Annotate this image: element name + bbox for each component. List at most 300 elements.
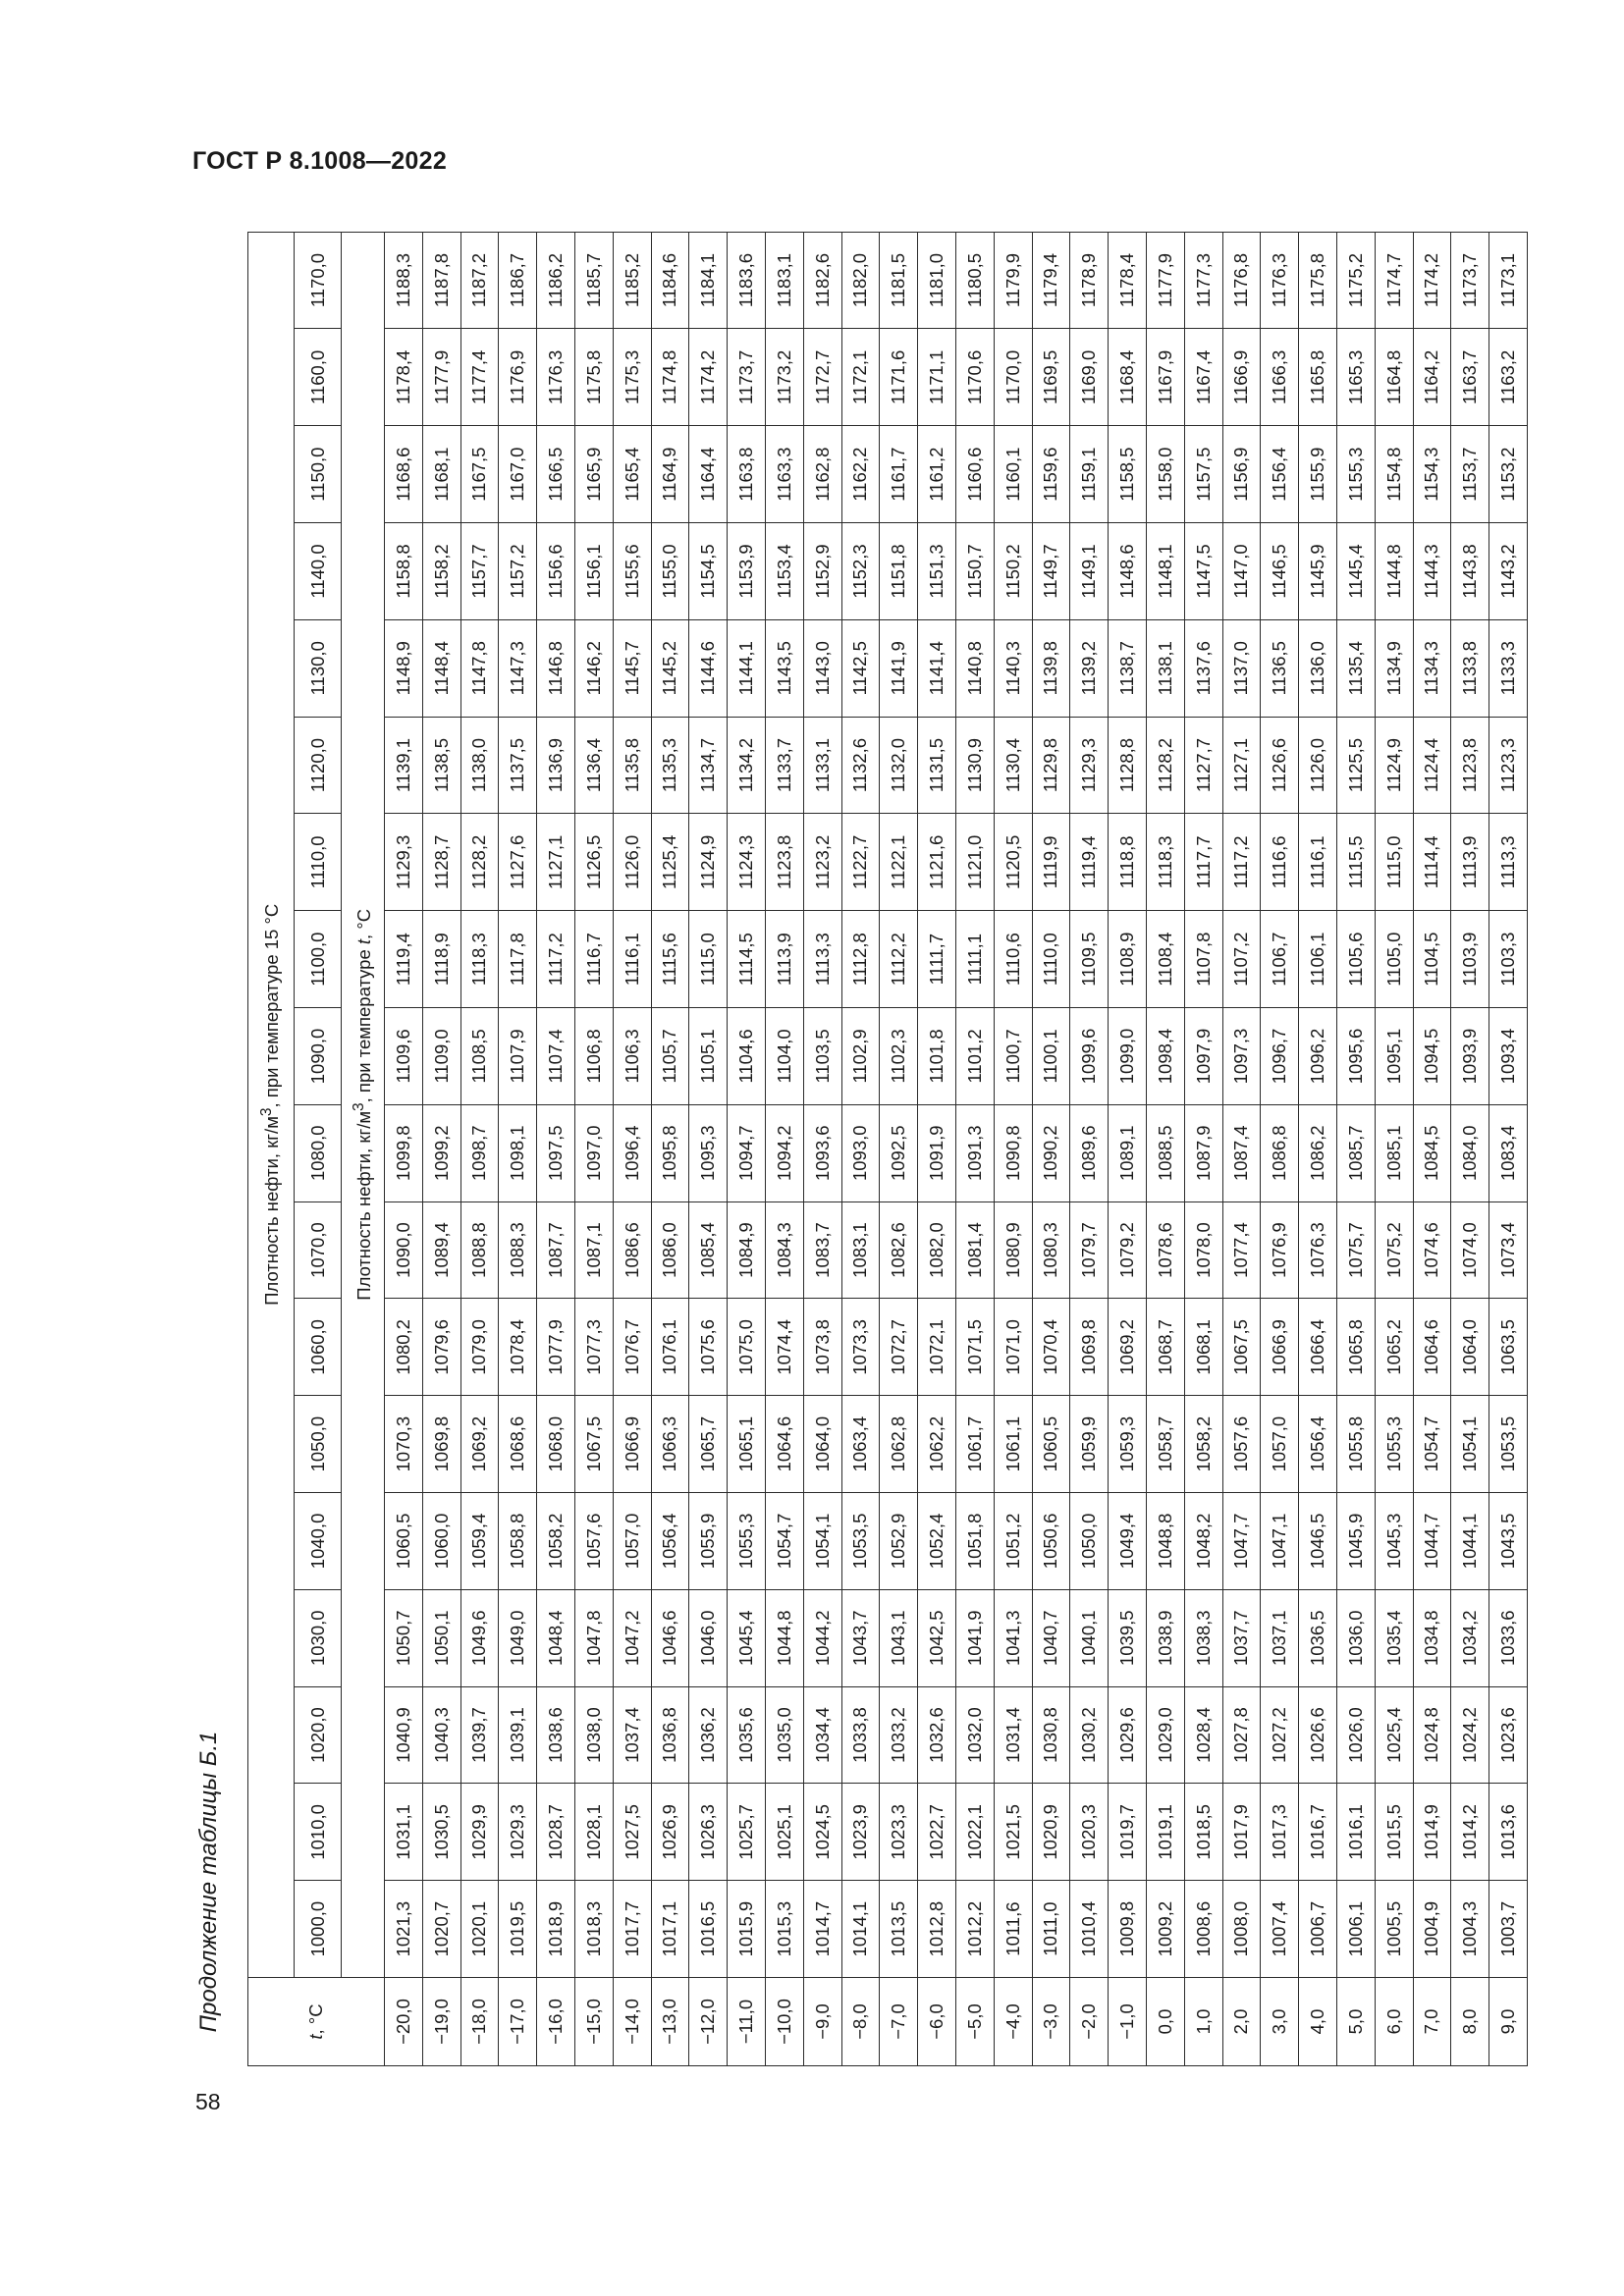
density-value-cell: 1083,7 <box>803 1201 841 1299</box>
density-value-cell: 1097,9 <box>1184 1008 1222 1105</box>
density-value-cell: 1127,1 <box>537 814 575 911</box>
density-value-cell: 1015,3 <box>765 1881 803 1978</box>
density-value-cell: 1170,6 <box>955 329 994 426</box>
density-value-cell: 1031,4 <box>994 1686 1032 1784</box>
density-value-cell: 1066,3 <box>651 1396 689 1493</box>
temperature-cell: −2,0 <box>1070 1978 1109 2066</box>
density-value-cell: 1040,9 <box>385 1686 423 1784</box>
density-value-cell: 1137,6 <box>1184 619 1222 717</box>
density-value-cell: 1006,1 <box>1336 1881 1375 1978</box>
density-value-cell: 1167,4 <box>1184 329 1222 426</box>
density-value-cell: 1090,8 <box>994 1104 1032 1201</box>
table-row <box>499 232 537 2065</box>
density-value-cell: 1017,9 <box>1222 1784 1261 1881</box>
density-value-cell: 1020,9 <box>1032 1784 1070 1881</box>
density-value-cell: 1128,7 <box>422 814 460 911</box>
density-value-cell: 1078,6 <box>1146 1201 1184 1299</box>
density-value-cell: 1136,0 <box>1299 619 1337 717</box>
density-value-cell: 1046,0 <box>689 1589 728 1686</box>
density-value-cell: 1176,8 <box>1222 232 1261 329</box>
density-value-cell: 1041,3 <box>994 1589 1032 1686</box>
density-value-cell: 1135,3 <box>651 717 689 814</box>
density-value-cell: 1150,7 <box>955 523 994 620</box>
density-value-cell: 1163,2 <box>1489 329 1528 426</box>
density-value-cell: 1178,4 <box>385 329 423 426</box>
density-value-cell: 1174,8 <box>651 329 689 426</box>
density-value-cell: 1146,5 <box>1261 523 1299 620</box>
density-value-cell: 1065,8 <box>1336 1299 1375 1396</box>
sub-header-mid: , при температуре <box>353 944 375 1103</box>
density-value-cell: 1108,4 <box>1146 911 1184 1008</box>
density-value-cell: 1077,3 <box>574 1299 613 1396</box>
density-value-cell: 1155,3 <box>1336 426 1375 523</box>
density-value-cell: 1089,6 <box>1070 1104 1109 1201</box>
density-value-cell: 1055,9 <box>689 1493 728 1590</box>
density-value-cell: 1128,2 <box>1146 717 1184 814</box>
table-row <box>1146 232 1184 2065</box>
density-value-cell: 1056,4 <box>1299 1396 1337 1493</box>
density-value-cell: 1059,4 <box>460 1493 499 1590</box>
density-value-cell: 1094,5 <box>1413 1008 1451 1105</box>
density-value-cell: 1176,3 <box>537 329 575 426</box>
density-value-cell: 1118,9 <box>422 911 460 1008</box>
density-value-cell: 1052,4 <box>918 1493 956 1590</box>
density-value-cell: 1025,7 <box>728 1784 766 1881</box>
temperature-cell: 5,0 <box>1336 1978 1375 2066</box>
density-value-cell: 1145,9 <box>1299 523 1337 620</box>
density-value-cell: 1140,3 <box>994 619 1032 717</box>
temperature-cell: −17,0 <box>499 1978 537 2066</box>
density-value-cell: 1044,8 <box>765 1589 803 1686</box>
density15-header-cell: 1070,0 <box>295 1201 342 1299</box>
density-value-cell: 1153,2 <box>1489 426 1528 523</box>
density-value-cell: 1120,5 <box>994 814 1032 911</box>
density-value-cell: 1133,1 <box>803 717 841 814</box>
density-value-cell: 1025,4 <box>1375 1686 1413 1784</box>
density-value-cell: 1074,0 <box>1451 1201 1489 1299</box>
density-value-cell: 1099,0 <box>1109 1008 1147 1105</box>
density-value-cell: 1054,7 <box>765 1493 803 1590</box>
density-value-cell: 1075,0 <box>728 1299 766 1396</box>
density-value-cell: 1079,6 <box>422 1299 460 1396</box>
density-value-cell: 1034,2 <box>1451 1589 1489 1686</box>
density-value-cell: 1061,1 <box>994 1396 1032 1493</box>
density-value-cell: 1038,6 <box>537 1686 575 1784</box>
header-row-subgroup <box>342 232 385 2065</box>
density-value-cell: 1018,3 <box>574 1881 613 1978</box>
density-value-cell: 1126,0 <box>1299 717 1337 814</box>
density-value-cell: 1004,9 <box>1413 1881 1451 1978</box>
density-value-cell: 1008,0 <box>1222 1881 1261 1978</box>
density-value-cell: 1038,3 <box>1184 1589 1222 1686</box>
density-value-cell: 1117,8 <box>499 911 537 1008</box>
density-value-cell: 1174,7 <box>1375 232 1413 329</box>
density-value-cell: 1052,9 <box>880 1493 918 1590</box>
density-value-cell: 1086,8 <box>1261 1104 1299 1201</box>
density-value-cell: 1076,9 <box>1261 1201 1299 1299</box>
density-value-cell: 1158,2 <box>422 523 460 620</box>
density-value-cell: 1163,7 <box>1451 329 1489 426</box>
density-table <box>247 232 1528 2066</box>
density-value-cell: 1164,8 <box>1375 329 1413 426</box>
density-value-cell: 1051,2 <box>994 1493 1032 1590</box>
density-value-cell: 1132,6 <box>841 717 880 814</box>
density-value-cell: 1018,5 <box>1184 1784 1222 1881</box>
density-value-cell: 1153,9 <box>728 523 766 620</box>
density15-header-cell: 1040,0 <box>295 1493 342 1590</box>
temperature-cell: −4,0 <box>994 1978 1032 2066</box>
density-value-cell: 1070,3 <box>385 1396 423 1493</box>
density-value-cell: 1089,1 <box>1109 1104 1147 1201</box>
density-value-cell: 1136,4 <box>574 717 613 814</box>
density-value-cell: 1097,3 <box>1222 1008 1261 1105</box>
density-value-cell: 1020,7 <box>422 1881 460 1978</box>
density-value-cell: 1064,6 <box>765 1396 803 1493</box>
density-value-cell: 1166,9 <box>1222 329 1261 426</box>
density-value-cell: 1036,8 <box>651 1686 689 1784</box>
density-value-cell: 1171,6 <box>880 329 918 426</box>
density-value-cell: 1040,3 <box>422 1686 460 1784</box>
density-t-subheader <box>342 232 385 1977</box>
density-value-cell: 1159,1 <box>1070 426 1109 523</box>
density-value-cell: 1188,3 <box>385 232 423 329</box>
density-value-cell: 1177,9 <box>1146 232 1184 329</box>
density-value-cell: 1072,7 <box>880 1299 918 1396</box>
density-value-cell: 1145,4 <box>1336 523 1375 620</box>
density-value-cell: 1063,4 <box>841 1396 880 1493</box>
density-value-cell: 1172,7 <box>803 329 841 426</box>
density-value-cell: 1088,3 <box>499 1201 537 1299</box>
density-value-cell: 1123,2 <box>803 814 841 911</box>
density-value-cell: 1109,6 <box>385 1008 423 1105</box>
density-value-cell: 1030,2 <box>1070 1686 1109 1784</box>
density-value-cell: 1141,4 <box>918 619 956 717</box>
density-value-cell: 1050,7 <box>385 1589 423 1686</box>
density-value-cell: 1094,2 <box>765 1104 803 1201</box>
density-value-cell: 1069,8 <box>422 1396 460 1493</box>
density-value-cell: 1057,0 <box>613 1493 651 1590</box>
table-row <box>460 232 499 2065</box>
density-value-cell: 1055,8 <box>1336 1396 1375 1493</box>
table-caption: Продолжение таблицы Б.1 <box>195 1731 222 2033</box>
density15-header-cell: 1160,0 <box>295 329 342 426</box>
density-value-cell: 1169,5 <box>1032 329 1070 426</box>
density-value-cell: 1180,5 <box>955 232 994 329</box>
density-value-cell: 1057,6 <box>574 1493 613 1590</box>
table-row <box>994 232 1032 2065</box>
density-value-cell: 1113,3 <box>1489 814 1528 911</box>
density-value-cell: 1133,8 <box>1451 619 1489 717</box>
temperature-cell: −20,0 <box>385 1978 423 2066</box>
header-row-group <box>248 232 295 2065</box>
t-unit: , °С <box>305 2003 326 2035</box>
density-value-cell: 1105,1 <box>689 1008 728 1105</box>
density15-header-cell: 1030,0 <box>295 1589 342 1686</box>
density-value-cell: 1043,1 <box>880 1589 918 1686</box>
table-row <box>385 232 423 2065</box>
density-value-cell: 1148,4 <box>422 619 460 717</box>
density-value-cell: 1111,1 <box>955 911 994 1008</box>
density-value-cell: 1085,4 <box>689 1201 728 1299</box>
density-value-cell: 1114,5 <box>728 911 766 1008</box>
density-value-cell: 1026,6 <box>1299 1686 1337 1784</box>
density-value-cell: 1105,7 <box>651 1008 689 1105</box>
density-value-cell: 1080,3 <box>1032 1201 1070 1299</box>
density-value-cell: 1106,7 <box>1261 911 1299 1008</box>
density-value-cell: 1094,7 <box>728 1104 766 1201</box>
density-value-cell: 1129,3 <box>385 814 423 911</box>
density-value-cell: 1100,1 <box>1032 1008 1070 1105</box>
density-value-cell: 1027,8 <box>1222 1686 1261 1784</box>
density-value-cell: 1125,4 <box>651 814 689 911</box>
density-value-cell: 1139,1 <box>385 717 423 814</box>
density-value-cell: 1057,0 <box>1261 1396 1299 1493</box>
density-value-cell: 1083,1 <box>841 1201 880 1299</box>
table-row <box>728 232 766 2065</box>
density-value-cell: 1080,2 <box>385 1299 423 1396</box>
density-value-cell: 1176,3 <box>1261 232 1299 329</box>
table-row <box>803 232 841 2065</box>
density-value-cell: 1125,5 <box>1336 717 1375 814</box>
density-value-cell: 1058,2 <box>537 1493 575 1590</box>
density-value-cell: 1143,2 <box>1489 523 1528 620</box>
density-value-cell: 1058,8 <box>499 1493 537 1590</box>
density-value-cell: 1117,2 <box>537 911 575 1008</box>
density-value-cell: 1099,6 <box>1070 1008 1109 1105</box>
table-row <box>1375 232 1413 2065</box>
density-value-cell: 1096,4 <box>613 1104 651 1201</box>
density-value-cell: 1057,6 <box>1222 1396 1261 1493</box>
density-value-cell: 1187,8 <box>422 232 460 329</box>
density-value-cell: 1065,1 <box>728 1396 766 1493</box>
density-value-cell: 1139,8 <box>1032 619 1070 717</box>
temperature-cell: 7,0 <box>1413 1978 1451 2066</box>
density-value-cell: 1126,0 <box>613 814 651 911</box>
density-value-cell: 1105,0 <box>1375 911 1413 1008</box>
density-value-cell: 1170,0 <box>994 329 1032 426</box>
density-value-cell: 1069,2 <box>460 1396 499 1493</box>
density-value-cell: 1130,9 <box>955 717 994 814</box>
density-value-cell: 1158,8 <box>385 523 423 620</box>
density-value-cell: 1011,0 <box>1032 1881 1070 1978</box>
density-value-cell: 1118,3 <box>460 911 499 1008</box>
density-value-cell: 1147,0 <box>1222 523 1261 620</box>
temperature-cell: 2,0 <box>1222 1978 1261 2066</box>
density-value-cell: 1126,5 <box>574 814 613 911</box>
density-value-cell: 1137,5 <box>499 717 537 814</box>
density-value-cell: 1178,9 <box>1070 232 1109 329</box>
table-row <box>613 232 651 2065</box>
sub-header-tail: , °С <box>353 908 375 939</box>
density-value-cell: 1175,8 <box>1299 232 1337 329</box>
density-value-cell: 1069,8 <box>1070 1299 1109 1396</box>
density-value-cell: 1068,1 <box>1184 1299 1222 1396</box>
density-value-cell: 1095,6 <box>1336 1008 1375 1105</box>
density-value-cell: 1130,4 <box>994 717 1032 814</box>
temperature-cell: 6,0 <box>1375 1978 1413 2066</box>
density-value-cell: 1009,2 <box>1146 1881 1184 1978</box>
density-value-cell: 1064,0 <box>803 1396 841 1493</box>
density-value-cell: 1154,3 <box>1413 426 1451 523</box>
density-value-cell: 1097,0 <box>574 1104 613 1201</box>
density-value-cell: 1069,2 <box>1109 1299 1147 1396</box>
density-value-cell: 1147,8 <box>460 619 499 717</box>
density-value-cell: 1160,6 <box>955 426 994 523</box>
density-value-cell: 1134,3 <box>1413 619 1451 717</box>
density-value-cell: 1168,6 <box>385 426 423 523</box>
density-value-cell: 1017,3 <box>1261 1784 1299 1881</box>
density-value-cell: 1155,9 <box>1299 426 1337 523</box>
density-value-cell: 1025,1 <box>765 1784 803 1881</box>
density-value-cell: 1156,4 <box>1261 426 1299 523</box>
density-value-cell: 1156,9 <box>1222 426 1261 523</box>
density-value-cell: 1037,7 <box>1222 1589 1261 1686</box>
density-value-cell: 1124,3 <box>728 814 766 911</box>
density-value-cell: 1186,7 <box>499 232 537 329</box>
temperature-cell: −6,0 <box>918 1978 956 2066</box>
density-value-cell: 1143,5 <box>765 619 803 717</box>
sub-header-sup: 3 <box>350 1102 367 1111</box>
density-value-cell: 1075,7 <box>1336 1201 1375 1299</box>
density-value-cell: 1154,8 <box>1375 426 1413 523</box>
density-value-cell: 1028,7 <box>537 1784 575 1881</box>
density-value-cell: 1079,2 <box>1109 1201 1147 1299</box>
density-value-cell: 1101,2 <box>955 1008 994 1105</box>
sub-header-t: t <box>353 938 375 945</box>
density-value-cell: 1181,5 <box>880 232 918 329</box>
density-value-cell: 1078,4 <box>499 1299 537 1396</box>
density15-header-cell: 1150,0 <box>295 426 342 523</box>
density-value-cell: 1177,3 <box>1184 232 1222 329</box>
table-row <box>1070 232 1109 2065</box>
density-value-cell: 1152,3 <box>841 523 880 620</box>
density-value-cell: 1124,9 <box>1375 717 1413 814</box>
temperature-cell: −9,0 <box>803 1978 841 2066</box>
density15-header-cell: 1050,0 <box>295 1396 342 1493</box>
table-row <box>955 232 994 2065</box>
density-value-cell: 1184,1 <box>689 232 728 329</box>
density-value-cell: 1112,2 <box>880 911 918 1008</box>
density-value-cell: 1138,0 <box>460 717 499 814</box>
density-value-cell: 1018,9 <box>537 1881 575 1978</box>
density15-header-cell: 1010,0 <box>295 1784 342 1881</box>
density-value-cell: 1017,7 <box>613 1881 651 1978</box>
density-value-cell: 1148,9 <box>385 619 423 717</box>
density-value-cell: 1136,9 <box>537 717 575 814</box>
density-value-cell: 1022,7 <box>918 1784 956 1881</box>
density-value-cell: 1184,6 <box>651 232 689 329</box>
density-value-cell: 1096,7 <box>1261 1008 1299 1105</box>
density-value-cell: 1123,8 <box>1451 717 1489 814</box>
density-value-cell: 1029,3 <box>499 1784 537 1881</box>
table-row <box>1109 232 1147 2065</box>
density-value-cell: 1043,5 <box>1489 1493 1528 1590</box>
density-value-cell: 1114,4 <box>1413 814 1451 911</box>
density-value-cell: 1124,9 <box>689 814 728 911</box>
density-value-cell: 1068,6 <box>499 1396 537 1493</box>
table-row <box>1299 232 1337 2065</box>
density-value-cell: 1020,1 <box>460 1881 499 1978</box>
density-value-cell: 1127,7 <box>1184 717 1222 814</box>
density-value-cell: 1080,9 <box>994 1201 1032 1299</box>
density-value-cell: 1152,9 <box>803 523 841 620</box>
density-value-cell: 1167,5 <box>460 426 499 523</box>
density-value-cell: 1039,5 <box>1109 1589 1147 1686</box>
density-value-cell: 1023,6 <box>1489 1686 1528 1784</box>
density-value-cell: 1062,2 <box>918 1396 956 1493</box>
group-header-sup: 3 <box>258 1107 276 1117</box>
density-value-cell: 1060,5 <box>385 1493 423 1590</box>
table-row <box>1184 232 1222 2065</box>
t-symbol: t <box>305 2034 326 2040</box>
density-value-cell: 1078,0 <box>1184 1201 1222 1299</box>
table-body <box>385 232 1528 2065</box>
density-value-cell: 1048,8 <box>1146 1493 1184 1590</box>
density-value-cell: 1026,3 <box>689 1784 728 1881</box>
table-row <box>1032 232 1070 2065</box>
density-value-cell: 1149,7 <box>1032 523 1070 620</box>
density-value-cell: 1179,4 <box>1032 232 1070 329</box>
density-value-cell: 1034,8 <box>1413 1589 1451 1686</box>
density-value-cell: 1035,6 <box>728 1686 766 1784</box>
density-value-cell: 1012,2 <box>955 1881 994 1978</box>
density-value-cell: 1123,8 <box>765 814 803 911</box>
density-value-cell: 1168,4 <box>1109 329 1147 426</box>
density-value-cell: 1039,7 <box>460 1686 499 1784</box>
caption-container <box>189 1725 229 2039</box>
density-value-cell: 1034,4 <box>803 1686 841 1784</box>
density15-header-cell: 1020,0 <box>295 1686 342 1784</box>
density-value-cell: 1014,7 <box>803 1881 841 1978</box>
density-value-cell: 1164,9 <box>651 426 689 523</box>
density-value-cell: 1151,3 <box>918 523 956 620</box>
density-value-cell: 1071,0 <box>994 1299 1032 1396</box>
density-value-cell: 1023,9 <box>841 1784 880 1881</box>
density-value-cell: 1079,7 <box>1070 1201 1109 1299</box>
density-value-cell: 1144,3 <box>1413 523 1451 620</box>
density-value-cell: 1161,2 <box>918 426 956 523</box>
density-value-cell: 1121,6 <box>918 814 956 911</box>
density-value-cell: 1089,4 <box>422 1201 460 1299</box>
density-value-cell: 1135,8 <box>613 717 651 814</box>
density-value-cell: 1023,3 <box>880 1784 918 1881</box>
density-value-cell: 1147,3 <box>499 619 537 717</box>
density-value-cell: 1113,9 <box>765 911 803 1008</box>
density-value-cell: 1063,5 <box>1489 1299 1528 1396</box>
density-value-cell: 1013,6 <box>1489 1784 1528 1881</box>
density-value-cell: 1104,5 <box>1413 911 1451 1008</box>
density-value-cell: 1059,3 <box>1109 1396 1147 1493</box>
density-value-cell: 1161,7 <box>880 426 918 523</box>
density-value-cell: 1158,0 <box>1146 426 1184 523</box>
density-value-cell: 1113,3 <box>803 911 841 1008</box>
temperature-cell: −10,0 <box>765 1978 803 2066</box>
density-value-cell: 1173,2 <box>765 329 803 426</box>
density-value-cell: 1026,9 <box>651 1784 689 1881</box>
density-value-cell: 1107,9 <box>499 1008 537 1105</box>
density-value-cell: 1148,1 <box>1146 523 1184 620</box>
density-value-cell: 1175,8 <box>574 329 613 426</box>
density-value-cell: 1146,8 <box>537 619 575 717</box>
density-value-cell: 1159,6 <box>1032 426 1070 523</box>
density-value-cell: 1090,2 <box>1032 1104 1070 1201</box>
density-value-cell: 1149,1 <box>1070 523 1109 620</box>
density-value-cell: 1158,5 <box>1109 426 1147 523</box>
density-value-cell: 1030,5 <box>422 1784 460 1881</box>
density-value-cell: 1144,6 <box>689 619 728 717</box>
density-value-cell: 1176,9 <box>499 329 537 426</box>
density-value-cell: 1074,4 <box>765 1299 803 1396</box>
